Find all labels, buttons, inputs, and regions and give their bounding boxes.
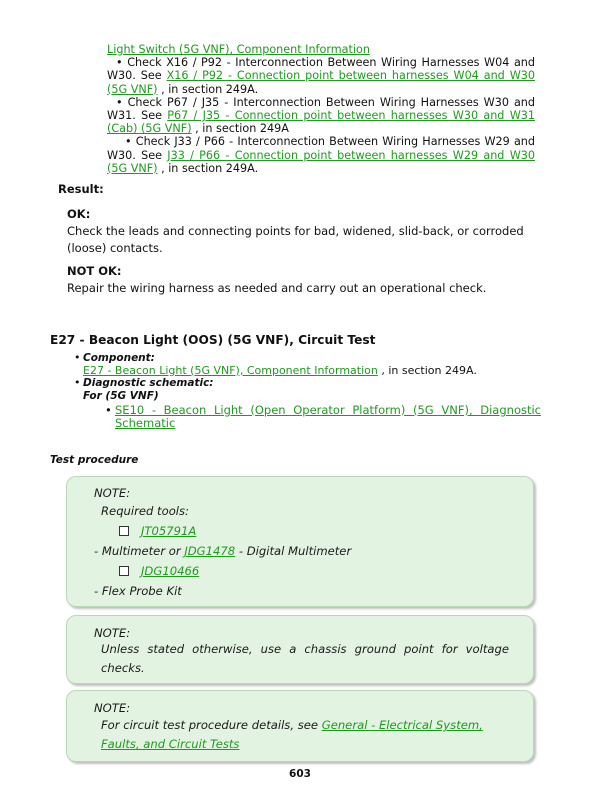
component-bullet [74,352,542,377]
p67-j35-link[interactable]: P67 / J35 - Connection point between harnesses W30 and W31 (Cab) (5G VNF) [107,109,535,136]
check-item-suffix: , in section 249A. [157,161,259,175]
schematic-bullet [74,377,542,402]
jt05791a-link[interactable]: JT05791A [141,524,197,538]
check-item-text: • Check X16 / P92 - Interconnection Between Wiring Harnesses W04 and W30. See [107,56,535,83]
checkbox-icon [119,526,129,536]
multimeter-suffix: - Digital Multimeter [235,544,352,558]
schematic-sub-label: For (5G VNF) [83,389,159,402]
beacon-light-info-link[interactable]: E27 - Beacon Light (5G VNF), Component Information [83,363,378,377]
j33-p66-link[interactable]: J33 / P66 - Connection point between harnesses W29 and W30 (5G VNF) [107,148,535,175]
bullet-icon: • [74,376,81,390]
check-item-suffix: , in section 249A [191,122,289,136]
check-item-suffix: , in section 249A. [157,82,259,96]
bullet-icon: • [74,351,81,364]
page-number: 603 [289,768,311,780]
note-label: NOTE: [94,701,131,715]
x16-p92-link[interactable]: X16 / P92 - Connection point between harnesses W04 and W30 (5G VNF) [107,69,535,96]
tool-item-jt05791a [119,524,196,538]
result-block [67,206,540,297]
note-box-tools [66,476,534,607]
tool-item-jdg10466 [119,564,199,578]
section-title: E27 - Beacon Light (OOS) (5G VNF), Circuit Test [50,333,376,347]
schematic-label: Diagnostic schematic: [83,377,214,390]
checkbox-icon [119,566,129,576]
flex-probe-text: - Flex Probe Kit [94,584,182,598]
not-ok-label: NOT OK: [67,264,122,278]
note-box-procedure [66,690,534,762]
check-item-x16 [107,56,535,96]
note-box-ground [66,615,534,684]
ok-text: Check the leads and connecting points for bad, widened, slid-back, or corroded (loose) contacts. [67,224,524,255]
jdg1478-link[interactable]: JDG1478 [184,544,236,558]
not-ok-text: Repair the wiring harness as needed and carry out an operational check. [67,281,487,295]
test-procedure-heading: Test procedure [50,454,139,466]
light-switch-info-link[interactable]: Light Switch (5G VNF), Component Information [107,43,370,56]
ok-label: OK: [67,207,91,221]
jdg10466-link[interactable]: JDG10466 [141,564,200,578]
check-item-p67 [107,96,535,136]
note-text [101,716,509,754]
note-label: NOTE: [94,626,131,640]
bullet-icon: • [105,403,112,417]
electrical-general-link[interactable]: General - Electrical System, Faults, and Circuit Tests [101,718,483,751]
section-bullets [74,352,542,402]
note-text-prefix: For circuit test procedure details, see [101,718,322,732]
continuation-block [107,43,535,175]
se10-schematic-link[interactable]: SE10 - Beacon Light (Open Operator Platform) (5G VNF), Diagnostic Schematic [115,403,541,430]
multimeter-line [94,544,351,558]
check-item-text: • Check J33 / P66 - Interconnection Between Wiring Harnesses W29 and W30. See [107,135,535,162]
schematic-sub-bullet [105,404,541,430]
component-suffix: , in section 249A. [377,363,477,377]
component-label: Component: [83,352,155,364]
required-tools-text: Required tools: [101,504,189,518]
note-text: Unless stated otherwise, use a chassis ground point for voltage checks. [101,642,509,675]
check-item-text: • Check P67 / J35 - Interconnection Between Wiring Harnesses W30 and W31. See [107,95,535,123]
check-item-j33 [107,135,535,175]
result-heading: Result: [58,182,104,196]
multimeter-text: - Multimeter or [94,544,185,558]
note-label: NOTE: [94,486,131,500]
